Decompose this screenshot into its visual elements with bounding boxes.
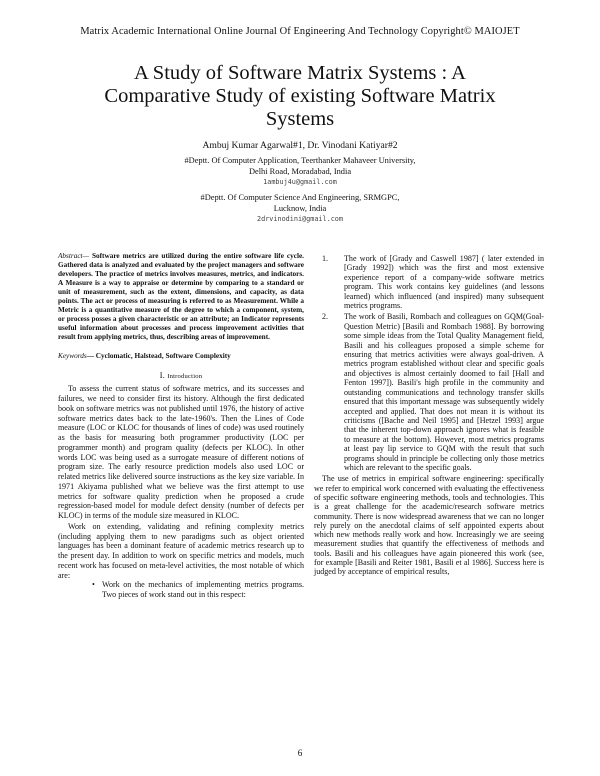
journal-header: Matrix Academic International Online Journal Of Engineering And Technology Copyright© MAIOJET — [80, 26, 520, 37]
intro-paragraph-2: Work on extending, validating and refining complexity metrics (including applying them to new paradigms such as object oriented languages has been a dominant feature of academic metrics research up to the present day. In addition to work on specific metrics and models, much recent work has focused on meta-level activities, the most notable of which are: — [58, 521, 304, 580]
author-line: Ambuj Kumar Agarwal#1, Dr. Vinodani Katiyar#2 — [202, 140, 398, 151]
list-item-text: The work of [Grady and Caswell 1987] ( later extended in [Grady 1992]) which was the first and most extensive experience report of a company-wide software metrics program. This work contains key guidelines (and lessons learned) which influenced (and inspired) many subsequent metrics programs. — [344, 254, 544, 311]
affiliation-2 — [0, 193, 600, 225]
list-item-number: 2. — [322, 312, 329, 322]
abstract-text: Software metrics are utilized during the entire software life cycle. Gathered data is analyzed and evaluated by the project managers and software developers. The practice of metrics involves measures, metrics, and indicators. A Measure is a way to appraise or determine by comparing to a standard or unit of measurement, such as the extent, dimensions, and capacity, as data points. The act or process of measuring is referred to as Measurement. While a Metric is a quantitative measure of the degree to which a component, system, or process posses a given characteristic or an attribute; an Indicator represents useful information about processes and process improvement activities that result from applying metrics, thus, describing areas of improvement. — [58, 252, 304, 342]
paper-title: A Study of Software Matrix Systems : A Comparative Study of existing Software Matrix Systems — [104, 62, 496, 130]
intro-paragraph-1: To assess the current status of software metrics, and its successes and failures, we need to consider first its history. Although the first dedicated book on software metrics was not published until 1976, the history of active software metrics dates back to the late-1960's. Then the Lines of Code measure (LOC or KLOC for thousands of lines of code) was used routinely as the basis for measuring both programmer productivity (LOC per programmer month) and program quality (defects per KLOC). In other words LOC was being used as a surrogate measure of different notions of program size. The early resource prediction models also used LOC or related metrics like delivered source instructions as the key size variable. In 1971 Akiyama published what we believe was the first attempt to use metrics for software quality prediction when he proposed a crude regression-based model for module defect density (number of defects per KLOC) in terms of the module size measured in KLOC. — [58, 384, 304, 521]
affiliation-1-line-1: #Deptt. Of Computer Application, Teerthanker Mahaveer University, — [184, 156, 416, 165]
list-item — [318, 254, 544, 310]
affiliation-1 — [0, 156, 600, 188]
affiliation-1-email[interactable]: 1ambuj4u@gmail.com — [263, 178, 337, 187]
list-item-text: The work of Basili, Rombach and colleagues on GQM(Goal-Question Metric) [Basili and Rombach 1988]. By borrowing some simple ideas from the Total Quality Management field, Basili and his colleagues proposed a simple scheme for ensuring that metrics activities were always goal-driven. A metrics program established without clear and specific goals and objectives is almost certainly doomed to fail [Hall and Fenton 1997]). Basili's high profile in the community and outstanding communications and technology transfer skills ensured that this important message was subsequently widely accepted and applied. That does not mean it is without its criticisms ([Bache and Neil 1995] and [Hetzel 1993] argue that the inherent top-down approach ignores what is feasible to measure at the bottom). However, most metrics programs at least pay lip service to GQM with the result that such programs should in principle be collecting only those metrics which are relevant to the specific goals. — [344, 312, 544, 472]
bullet-text: Work on the mechanics of implementing metrics programs. Two pieces of work stand out in this respect: — [102, 580, 304, 600]
keywords — [58, 352, 304, 361]
empirical-paragraph: The use of metrics in empirical software engineering: specifically we refer to empirical work concerned with evaluating the effectiveness of specific software engineering methods, tools and technologies. This is a great challenge for the academic/research software metrics community. There is now widespread awareness that we can no longer rely purely on the anecdotal claims of self appointed experts about which new methods really work and how. Increasingly we are seeing measurement studies that quantify the effectiveness of methods and tools. Basili and his colleagues have again pioneered this work (see, for example [Basili and Reiter 1981, Basili et al 1986]. Success here is judged by acceptance of empirical results, — [314, 474, 544, 577]
section-number: I. — [159, 371, 165, 381]
list-item — [318, 312, 544, 472]
affiliation-2-line-2: Lucknow, India — [273, 203, 327, 213]
keywords-lead: Keywords — [58, 352, 87, 361]
left-column — [58, 252, 304, 600]
affiliation-2-line-1: #Deptt. Of Computer Science And Engineering, SRMGPC, — [200, 193, 400, 202]
abstract-lead: Abstract— — [58, 252, 90, 260]
bullet-item — [92, 580, 304, 600]
keywords-text: — Cyclomatic, Halstead, Software Complexity — [86, 352, 231, 361]
section-title: Introduction — [167, 373, 203, 381]
affiliation-2-email[interactable]: 2drvinodini@gmail.com — [257, 215, 343, 224]
numbered-list — [318, 254, 544, 472]
bullet-icon: • — [92, 580, 95, 590]
list-item-number: 1. — [322, 254, 329, 263]
abstract — [58, 252, 304, 342]
affiliation-1-line-2: Delhi Road, Moradabad, India — [248, 166, 352, 176]
right-column — [314, 254, 544, 577]
section-heading-introduction — [58, 371, 304, 380]
page-number: 6 — [297, 748, 303, 758]
